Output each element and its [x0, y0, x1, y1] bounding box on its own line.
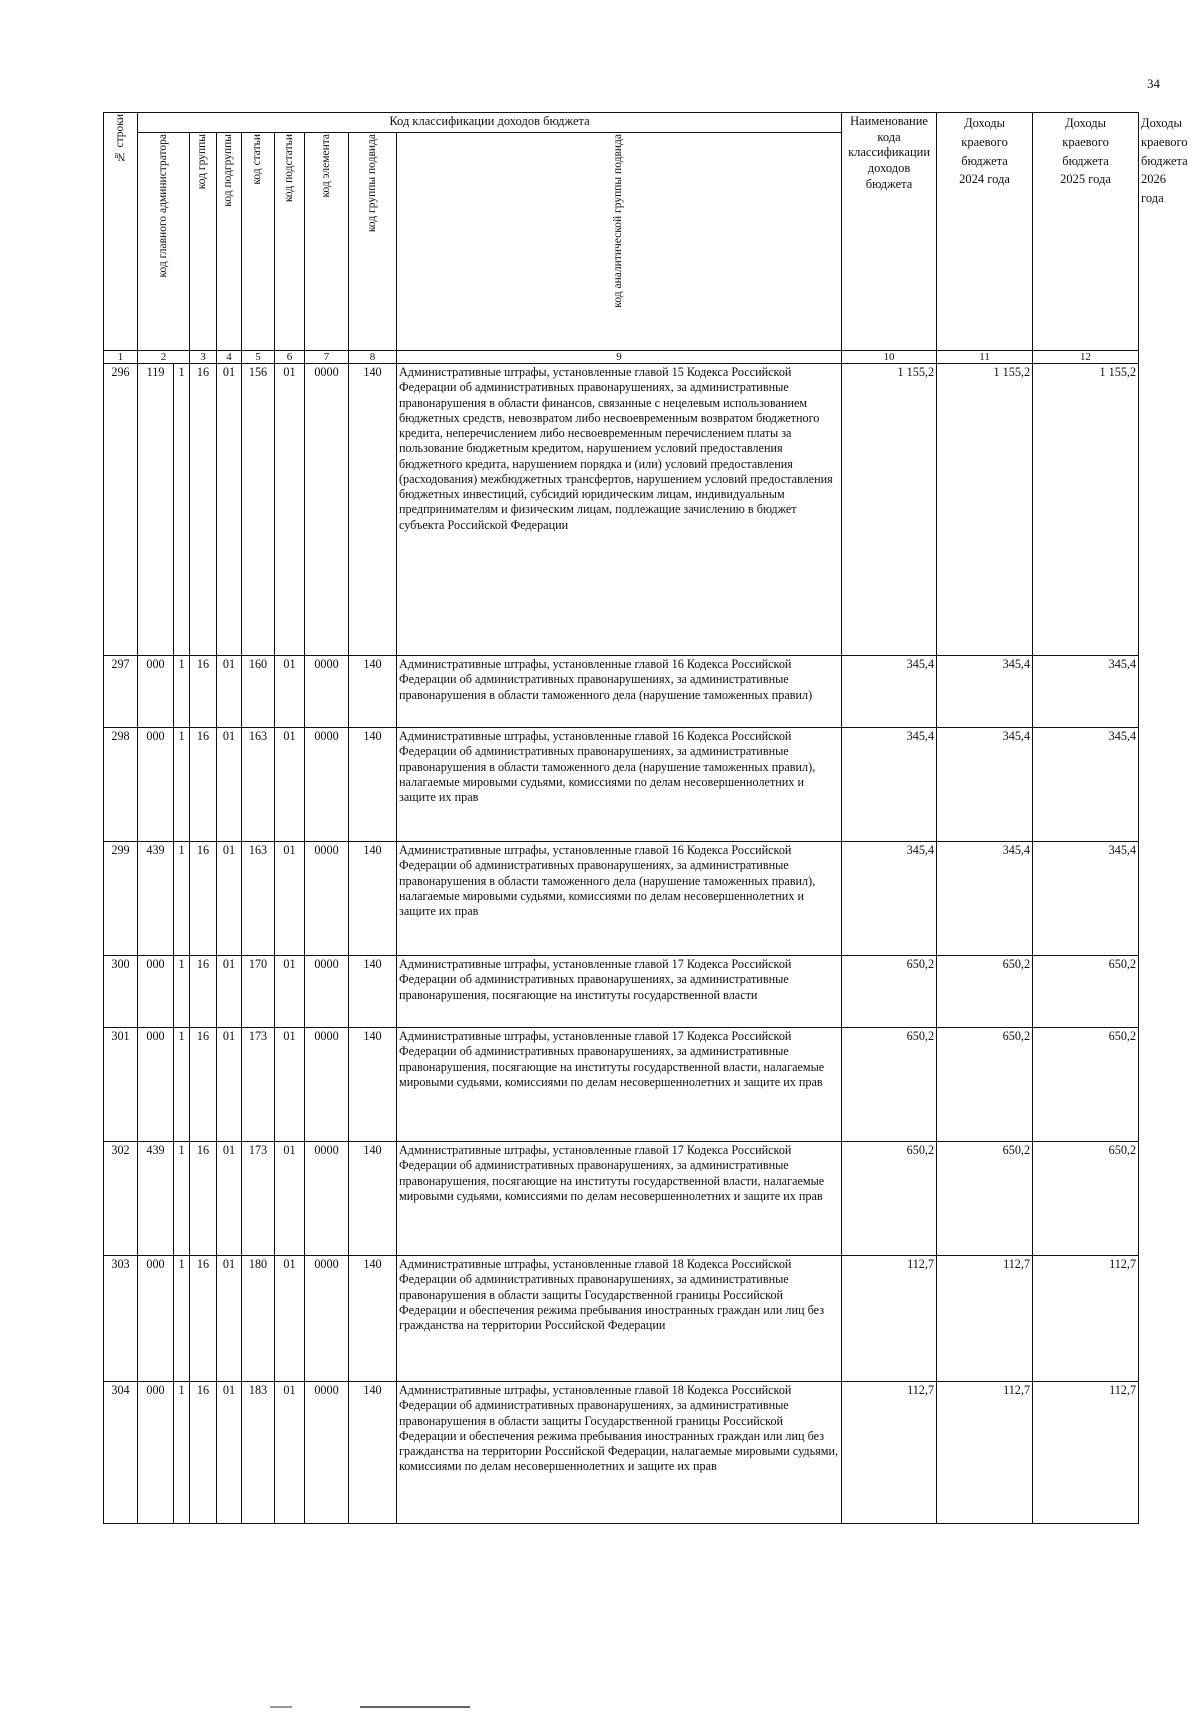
- group-code-cell: 1: [174, 728, 190, 842]
- element-code-cell: 01: [275, 656, 305, 728]
- subarticle-code-cell: 156: [242, 364, 275, 656]
- table-row: [104, 1382, 1139, 1524]
- revenue-2024-cell: 345,4: [842, 656, 937, 728]
- revenue-2024-cell: 112,7: [842, 1256, 937, 1382]
- subarticle-code-cell: 173: [242, 1028, 275, 1142]
- subtype-group-code-cell: 0000: [305, 842, 349, 956]
- revenue-2026-cell: 112,7: [1033, 1256, 1139, 1382]
- column-number: 9: [397, 351, 842, 364]
- analytic-group-code-cell: 140: [349, 842, 397, 956]
- code-name-cell: Административные штрафы, установленные главой 15 Кодекса Российской Федерации об административных правонарушениях, за административные правонарушения в области финансов, связанные с нецелевым использованием бюджетных средств, невозвратом либо несвоевременным возвратом бюджетного кредита, неперечислением либо несвоевременным перечислением платы за пользование бюджетным кредитом, нарушением условий предоставления бюджетного кредита, нарушением порядка и (или) условий предоставления (расходования) межбюджетных трансфертов, нарушением условий предоставления бюджетных инвестиций, субсидий юридическим лицам, индивидуальным предпринимателям и физическим лицам, подлежащие зачислению в бюджет субъекта Российской Федерации: [397, 364, 842, 656]
- table-row: [104, 1142, 1139, 1256]
- subgroup-code-cell: 16: [190, 956, 217, 1028]
- table-row: [104, 364, 1139, 656]
- code-name-cell: Административные штрафы, установленные главой 16 Кодекса Российской Федерации об административных правонарушениях, за административные правонарушения в области таможенного дела (нарушение таможенных правил): [397, 656, 842, 728]
- column-number: 11: [937, 351, 1033, 364]
- admin-code-cell: 000: [138, 1028, 174, 1142]
- revenue-2024-cell: 1 155,2: [842, 364, 937, 656]
- subgroup-code-cell: 16: [190, 1028, 217, 1142]
- subgroup-code-cell: 16: [190, 842, 217, 956]
- column-number: 8: [349, 351, 397, 364]
- subtype-group-code-cell: 0000: [305, 656, 349, 728]
- admin-code-cell: 439: [138, 1142, 174, 1256]
- subgroup-code-cell: 16: [190, 656, 217, 728]
- revenue-2024-cell: 112,7: [842, 1382, 937, 1524]
- group-code-cell: 1: [174, 842, 190, 956]
- code-name-cell: Административные штрафы, установленные главой 17 Кодекса Российской Федерации об административных правонарушениях, за административные правонарушения, посягающие на институты государственной власти, налагаемые мировыми судьями, комиссиями по делам несовершеннолетних и защите их прав: [397, 1142, 842, 1256]
- revenue-2024-cell: 345,4: [842, 728, 937, 842]
- subarticle-code-cell: 170: [242, 956, 275, 1028]
- article-code-cell: 01: [217, 728, 242, 842]
- code-name-cell: Административные штрафы, установленные главой 18 Кодекса Российской Федерации об административных правонарушениях, за административные правонарушения в области защиты Государственной границы Российской Федерации и обеспечения режима пребывания иностранных граждан или лиц без гражданства на территории Российской Федерации: [397, 1256, 842, 1382]
- revenue-2025-cell: 345,4: [937, 656, 1033, 728]
- element-code-header: код элемента: [305, 133, 349, 351]
- revenue-2025-cell: 1 155,2: [937, 364, 1033, 656]
- column-number: 4: [217, 351, 242, 364]
- article-code-cell: 01: [217, 842, 242, 956]
- admin-code-cell: 439: [138, 842, 174, 956]
- code-name-cell: Административные штрафы, установленные главой 17 Кодекса Российской Федерации об административных правонарушениях, за административные правонарушения, посягающие на институты государственной власти, налагаемые мировыми судьями, комиссиями по делам несовершеннолетних и защите их прав: [397, 1028, 842, 1142]
- revenue-2024-cell: 650,2: [842, 1142, 937, 1256]
- table-row: [104, 728, 1139, 842]
- subtype-group-code-cell: 0000: [305, 1028, 349, 1142]
- revenue-2026-cell: 1 155,2: [1033, 364, 1139, 656]
- column-number: 3: [190, 351, 217, 364]
- revenue-2025-cell: 650,2: [937, 956, 1033, 1028]
- row-number-cell: 301: [104, 1028, 138, 1142]
- admin-code-cell: 119: [138, 364, 174, 656]
- article-code-cell: 01: [217, 364, 242, 656]
- revenue-2026-cell: 345,4: [1033, 842, 1139, 956]
- subarticle-code-cell: 163: [242, 728, 275, 842]
- column-number: 7: [305, 351, 349, 364]
- row-number-cell: 303: [104, 1256, 138, 1382]
- column-number: 6: [275, 351, 305, 364]
- row-number-cell: 298: [104, 728, 138, 842]
- admin-code-cell: 000: [138, 956, 174, 1028]
- column-number: 2: [138, 351, 190, 364]
- group-code-cell: 1: [174, 956, 190, 1028]
- subtype-group-code-cell: 0000: [305, 1382, 349, 1524]
- revenue-2024-cell: 650,2: [842, 956, 937, 1028]
- revenue-2024-cell: 345,4: [842, 842, 937, 956]
- revenue-2026-cell: 345,4: [1033, 728, 1139, 842]
- table-row: [104, 842, 1139, 956]
- code-name-cell: Административные штрафы, установленные главой 16 Кодекса Российской Федерации об административных правонарушениях, за административные правонарушения в области таможенного дела (нарушение таможенных правил), налагаемые мировыми судьями, комиссиями по делам несовершеннолетних и защите их прав: [397, 842, 842, 956]
- article-code-cell: 01: [217, 1256, 242, 1382]
- table-row: [104, 656, 1139, 728]
- row-number-cell: 302: [104, 1142, 138, 1256]
- revenue-2025-cell: 650,2: [937, 1028, 1033, 1142]
- revenue-2024-cell: 650,2: [842, 1028, 937, 1142]
- element-code-cell: 01: [275, 1382, 305, 1524]
- subgroup-code-cell: 16: [190, 1382, 217, 1524]
- revenue-2025-cell: 112,7: [937, 1382, 1033, 1524]
- subarticle-code-cell: 160: [242, 656, 275, 728]
- revenue-2026-cell: 650,2: [1033, 1142, 1139, 1256]
- table-row: [104, 956, 1139, 1028]
- subtype-group-code-cell: 0000: [305, 1142, 349, 1256]
- group-code-header: код группы: [190, 133, 217, 351]
- analytic-group-code-cell: 140: [349, 1028, 397, 1142]
- column-number: 10: [842, 351, 937, 364]
- row-number-cell: 296: [104, 364, 138, 656]
- article-code-cell: 01: [217, 956, 242, 1028]
- subtype-group-code-cell: 0000: [305, 728, 349, 842]
- element-code-cell: 01: [275, 842, 305, 956]
- article-code-cell: 01: [217, 656, 242, 728]
- element-code-cell: 01: [275, 1142, 305, 1256]
- article-code-header: код статьи: [242, 133, 275, 351]
- element-code-cell: 01: [275, 364, 305, 656]
- subgroup-code-header: код подгруппы: [217, 133, 242, 351]
- subtype-group-code-cell: 0000: [305, 1256, 349, 1382]
- revenue-2026-cell: 650,2: [1033, 956, 1139, 1028]
- revenue-2025-cell: 345,4: [937, 842, 1033, 956]
- subarticle-code-cell: 183: [242, 1382, 275, 1524]
- revenue-2025-cell: 112,7: [937, 1256, 1033, 1382]
- revenue-2026-cell: 112,7: [1033, 1382, 1139, 1524]
- code-name-cell: Административные штрафы, установленные главой 18 Кодекса Российской Федерации об административных правонарушениях, за административные правонарушения в области защиты Государственной границы Российской Федерации и обеспечения режима пребывания иностранных граждан или лиц без гражданства на территории Российской Федерации, налагаемые мировыми судьями, комиссиями по делам несовершеннолетних и защите их прав: [397, 1382, 842, 1524]
- column-number: 12: [1033, 351, 1139, 364]
- subarticle-code-cell: 180: [242, 1256, 275, 1382]
- revenue-2025-header: Доходы краевого бюджета 2025 года: [1033, 113, 1139, 351]
- element-code-cell: 01: [275, 956, 305, 1028]
- row-number-cell: 300: [104, 956, 138, 1028]
- table-row: [104, 1028, 1139, 1142]
- revenue-2026-cell: 345,4: [1033, 656, 1139, 728]
- group-code-cell: 1: [174, 1028, 190, 1142]
- analytic-group-code-cell: 140: [349, 364, 397, 656]
- analytic-group-code-cell: 140: [349, 656, 397, 728]
- subtype-group-code-header: код группы подвида: [349, 133, 397, 351]
- analytic-group-code-cell: 140: [349, 1256, 397, 1382]
- group-code-cell: 1: [174, 656, 190, 728]
- analytic-group-code-cell: 140: [349, 1142, 397, 1256]
- group-code-cell: 1: [174, 1256, 190, 1382]
- admin-code-cell: 000: [138, 1256, 174, 1382]
- code-name-header: Наименование кода классификации доходов бюджета: [842, 113, 937, 351]
- admin-code-cell: 000: [138, 1382, 174, 1524]
- classification-code-group-header: Код классификации доходов бюджета: [138, 113, 842, 133]
- subgroup-code-cell: 16: [190, 1142, 217, 1256]
- row-number-header: № строки: [104, 113, 138, 351]
- column-number: 1: [104, 351, 138, 364]
- analytic-group-code-cell: 140: [349, 1382, 397, 1524]
- scan-mark: [360, 1706, 470, 1708]
- revenue-2024-header: Доходы краевого бюджета 2024 года: [937, 113, 1033, 351]
- analytic-group-code-cell: 140: [349, 956, 397, 1028]
- element-code-cell: 01: [275, 728, 305, 842]
- group-code-cell: 1: [174, 1142, 190, 1256]
- element-code-cell: 01: [275, 1028, 305, 1142]
- subgroup-code-cell: 16: [190, 364, 217, 656]
- subtype-group-code-cell: 0000: [305, 364, 349, 656]
- admin-code-cell: 000: [138, 728, 174, 842]
- revenue-2025-cell: 650,2: [937, 1142, 1033, 1256]
- subarticle-code-cell: 173: [242, 1142, 275, 1256]
- subarticle-code-cell: 163: [242, 842, 275, 956]
- budget-revenue-table: № строки Код классификации доходов бюджета Наименование кода классификации доходов бюджета Доходы краевого бюджета 2024 года Доходы краевого бюджета 2025 года Доходы краевого бюджета 2026 года код главного администратора код группы код подгруппы код статьи код подстатьи код элемента код группы подвида код аналитической группы подвида 1 2 3 4 5 6 7 8 9 10 11 12 296 119 1 16 01 156 01 0000 140 Административные штрафы, установленные главой 15 Кодекса Российской Федерации об административных правонарушениях, за административные правонарушения в области финансов, связанные с нецелевым использованием бюджетных средств, невозвратом либо несвоевременным возвратом бюджетного кредита, неперечислением либо несвоевременным перечислением платы за пользование бюджетным кредитом, нарушением условий предоставления бюджетного кредита, нарушением порядка и (или) условий предоставления (расходования) межбюджетных трансфертов, нарушением условий предоставления бюджетных инвестиций, субсидий юридическим лицам, индивидуальным предпринимателям и физическим лицам, подлежащие зачислению в бюджет субъекта Российской Федерации 1 155,2 1 155,2 1 155,2 297 000 1 16 01 160 01 0000 140 Административные штрафы, установленные главой 16 Кодекса Российской Федерации об административных правонарушениях, за административные правонарушения в области таможенного дела (нарушение таможенных правил) 345,4 345,4 345,4 298 000 1 16 01 163 01 0000 140 Административные штрафы, установленные главой 16 Кодекса Российской Федерации об административных правонарушениях, за административные правонарушения в области таможенного дела (нарушение таможенных правил), налагаемые мировыми судьями, комиссиями по делам несовершеннолетних и защите их прав 345,4 345,4 345,4 299 439 1 16 01 163 01 0000 140 Административные штрафы, установленные главой 16 Кодекса Российской Федерации об административных правонарушениях, за административные правонарушения в области таможенного дела (нарушение таможенных правил), налагаемые мировыми судьями, комиссиями по делам несовершеннолетних и защите их прав 345,4 345,4 345,4 300 000 1 16 01 170 01 0000 140 Административные штрафы, установленные главой 17 Кодекса Российской Федерации об административных правонарушениях, за административные правонарушения, посягающие на институты государственной власти 650,2 650,2 650,2 301 000 1 16 01 173 01 0000 140 Административные штрафы, установленные главой 17 Кодекса Российской Федерации об административных правонарушениях, за административные правонарушения, посягающие на институты государственной власти, налагаемые мировыми судьями, комиссиями по делам несовершеннолетних и защите их прав 650,2 650,2 650,2 302 439 1 16 01 173 01 0000 140 Административные штрафы, установленные главой 17 Кодекса Российской Федерации об административных правонарушениях, за административные правонарушения, посягающие на институты государственной власти, налагаемые мировыми судьями, комиссиями по делам несовершеннолетних и защите их прав 650,2 650,2 650,2 303 000 1 16 01 180 01 0000 140 Административные штрафы, установленные главой 18 Кодекса Российской Федерации об административных правонарушениях, за административные правонарушения в области защиты Государственной границы Российской Федерации и обеспечения режима пребывания иностранных граждан или лиц без гражданства на территории Российской Федерации 112,7 112,7 112,7 304 000 1 16 01 183 01 0000 140 Административные штрафы, установленные главой 18 Кодекса Российской Федерации об административных правонарушениях, за административные правонарушения в области защиты Государственной границы Российской Федерации и обеспечения режима пребывания иностранных граждан или лиц без гражданства на территории Российской Федерации, налагаемые мировыми судьями, комиссиями по делам несовершеннолетних и защите их прав 112,7 112,7 112,7: [103, 112, 1139, 1524]
- admin-code-cell: 000: [138, 656, 174, 728]
- subgroup-code-cell: 16: [190, 1256, 217, 1382]
- subgroup-code-cell: 16: [190, 728, 217, 842]
- code-name-cell: Административные штрафы, установленные главой 16 Кодекса Российской Федерации об административных правонарушениях, за административные правонарушения в области таможенного дела (нарушение таможенных правил), налагаемые мировыми судьями, комиссиями по делам несовершеннолетних и защите их прав: [397, 728, 842, 842]
- row-number-cell: 299: [104, 842, 138, 956]
- code-name-cell: Административные штрафы, установленные главой 17 Кодекса Российской Федерации об административных правонарушениях, за административные правонарушения, посягающие на институты государственной власти: [397, 956, 842, 1028]
- column-numbers-row: [104, 351, 1139, 364]
- group-code-cell: 1: [174, 1382, 190, 1524]
- scan-mark: [270, 1706, 292, 1708]
- element-code-cell: 01: [275, 1256, 305, 1382]
- group-code-cell: 1: [174, 364, 190, 656]
- page-number: 34: [1147, 76, 1160, 91]
- row-number-cell: 304: [104, 1382, 138, 1524]
- table-row: [104, 1256, 1139, 1382]
- article-code-cell: 01: [217, 1028, 242, 1142]
- subtype-group-code-cell: 0000: [305, 956, 349, 1028]
- row-number-cell: 297: [104, 656, 138, 728]
- subarticle-code-header: код подстатьи: [275, 133, 305, 351]
- revenue-2026-cell: 650,2: [1033, 1028, 1139, 1142]
- column-number: 5: [242, 351, 275, 364]
- admin-code-header: код главного администратора: [138, 133, 190, 351]
- analytic-group-code-header: код аналитической группы подвида: [397, 133, 842, 351]
- analytic-group-code-cell: 140: [349, 728, 397, 842]
- article-code-cell: 01: [217, 1382, 242, 1524]
- article-code-cell: 01: [217, 1142, 242, 1256]
- revenue-2025-cell: 345,4: [937, 728, 1033, 842]
